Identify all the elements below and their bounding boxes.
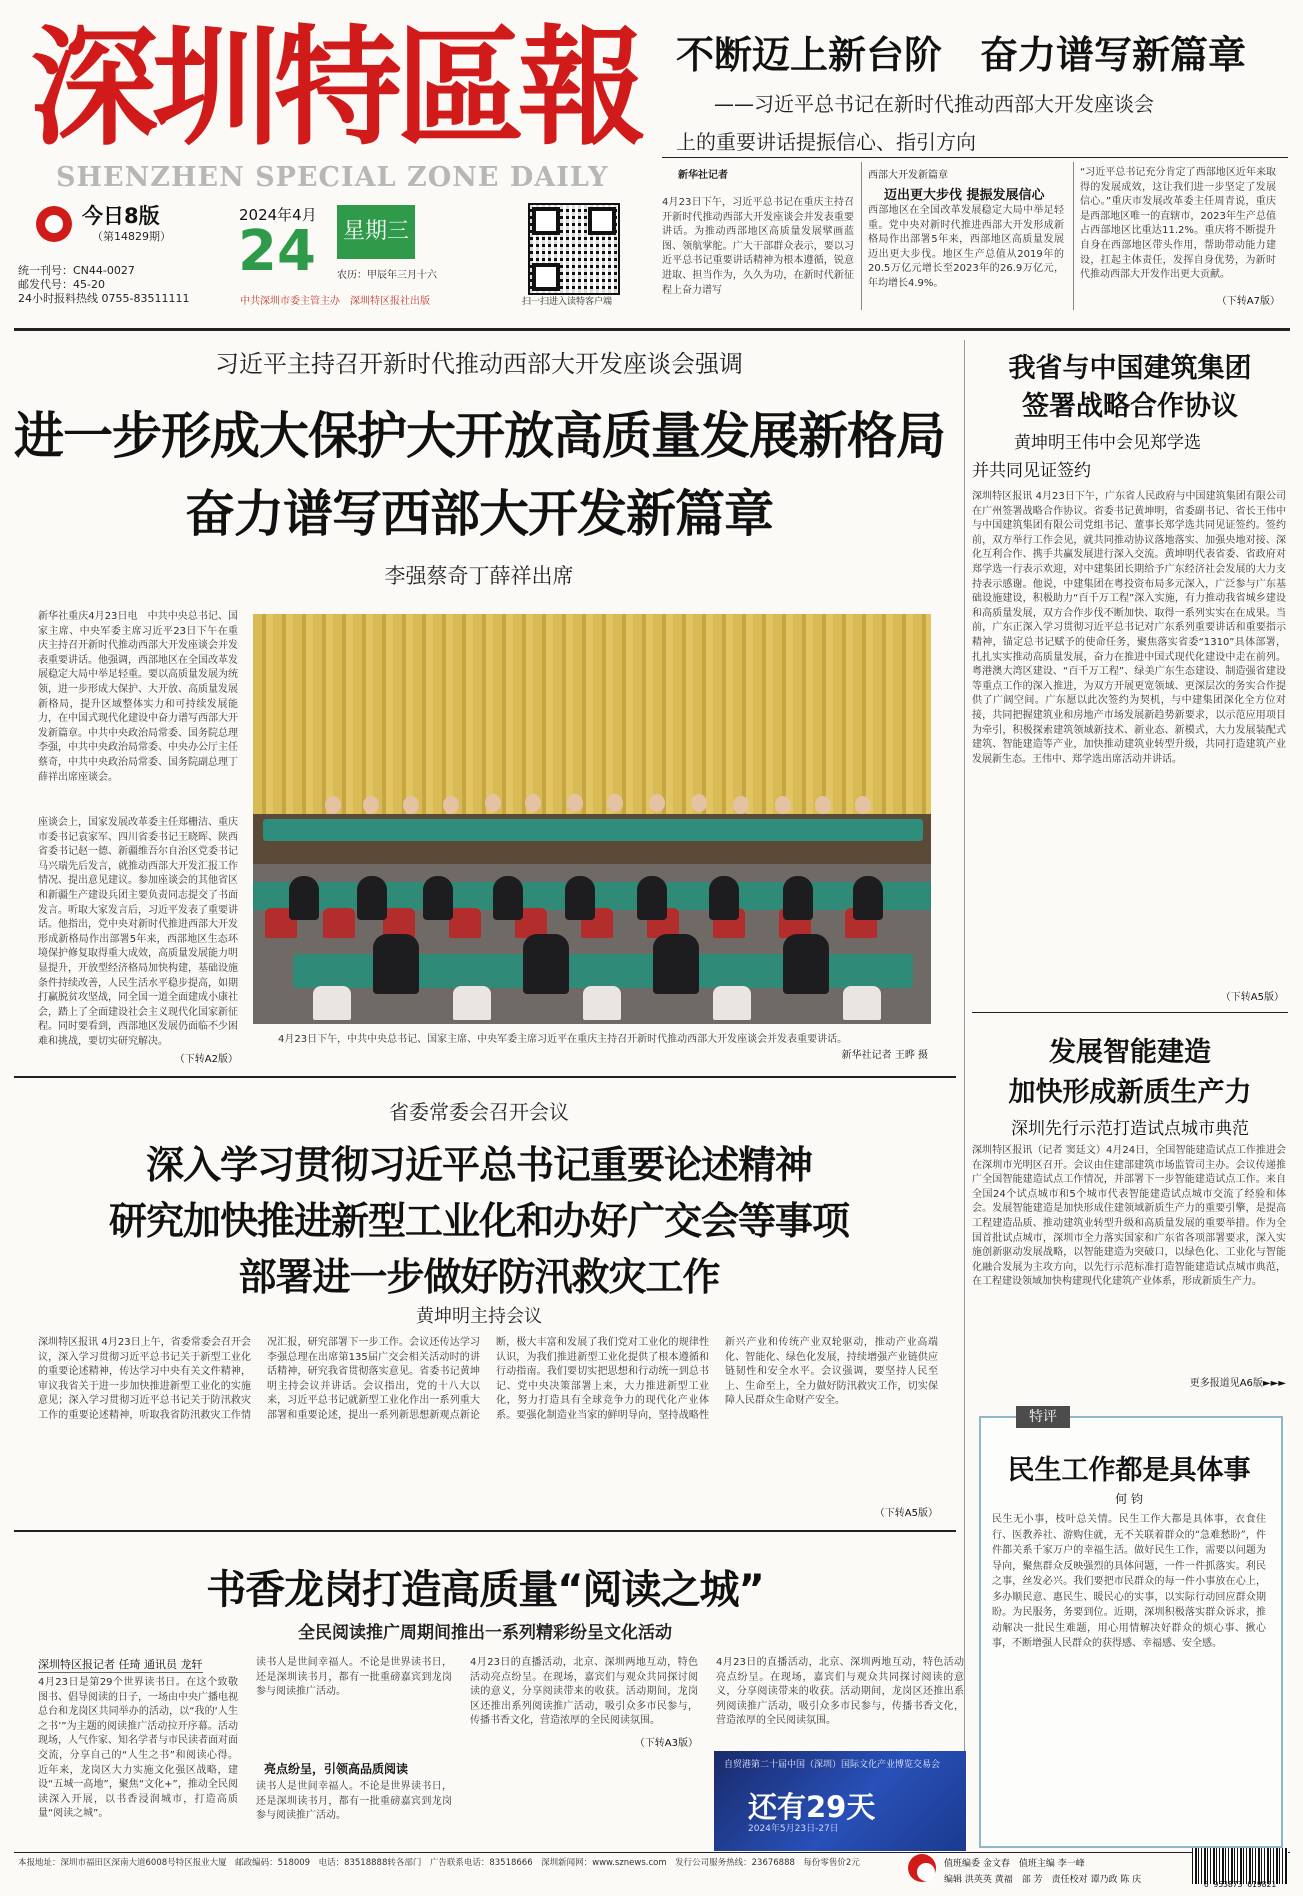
footer-address: 本报地址：深圳市福田区深南大道6008号特区报业大厦 邮政编码：518009 电话：83518888转各部门 广告联系电话：83518666 深圳新闻网：www.sznews.com 发行公司服务热线：23676888 每份零售价2元 (18, 1858, 860, 1868)
side2-headline-2: 加快形成新质生产力 (1008, 1077, 1252, 1108)
masthead-english-name: SHENZHEN SPECIAL ZONE DAILY (56, 162, 609, 193)
editorial-tag: 特评 (1016, 1406, 1070, 1428)
side1-turn: （下转A5版） (1220, 992, 1284, 1003)
barcode-icon (1192, 1848, 1288, 1884)
lead-text-a: 新华社重庆4月23日电 中共中央总书记、国家主席、中央军委主席习近平23日下午在重庆主持召开新时代推动西部大开发座谈会并发表重要讲话。他强调，西部地区在全国改革发展稳定大局中举足轻重。要以高质量发展为统领，进一步形成大保护、大开放、高质量发展新格局，提升区域整体实力和可持续发展能力，在中国式现代化建设中奋力谱写西部大开发新篇章。中共中央政治局常委、国务院总理李强，中共中央政治局常委、中央办公厅主任蔡奇，中共中央政治局常委、国务院副总理丁薛祥出席座谈会。 (38, 611, 238, 783)
bottom-text-col1: 4月23日是第29个世界读书日。在这个致敬图书、倡导阅读的日子，一场由中央广播电视总台和龙岗区共同举办的活动，以“我的‘人生之书’”为主题的阅读推广活动拉开序幕。活动现场，人气作家、知名学者与市民读者面对面交流，分享自己的“人生之书”和阅读心得。近年来，龙岗区大力实施文化强区战略，建设“五城一高地”，聚焦“文化+”，推动全民阅读深入开展，以书香浸润城市，打造高质量“阅读之城”。 (38, 1677, 238, 1820)
footer-editors-1: 值班编委 金文春 值班主编 李一峰 (944, 1859, 1085, 1869)
side2-sub: 深圳先行示范打造试点城市典范 (1011, 1119, 1249, 1139)
lead-turn: （下转A2版） (174, 1054, 238, 1065)
top-col2-title: 迈出更大步伐 提振发展信心 (884, 188, 1045, 203)
editorial-title: 民生工作都是具体事 (1007, 1455, 1251, 1486)
top-col1-source: 新华社记者 (678, 170, 728, 181)
masthead-logo: 深圳特區報 (30, 13, 641, 163)
mid-headline-1: 深入学习贯彻习近平总书记重要论述精神 (145, 1143, 812, 1187)
news-hotline: 24小时报料热线 0755-83511111 (18, 292, 190, 305)
mid-text: 深圳特区报讯 4月23日上午，省委常委会召开会议，深入学习贯彻习近平总书记关于新型工业化的重要论述精神，传达学习中央有关文件精神，审议我省关于进一步加快推进新型工业化的实施意见；深入学习贯彻习近平总书记关于防汛救灾工作的重要论述精神，听取我省防汛救灾工作情况汇报，研究部署下一步工作。会议还传达学习李强总理在出席第135届广交会相关活动时的讲话精神，研究我省贯彻落实意见。省委书记黄坤明主持会议并讲话。会议指出，党的十八大以来，习近平总书记就新型工业化作出一系列重大部署和重要论述，提出一系列新思想新观点新论断，极大丰富和发展了我们党对工业化的规律性认识，为我们推进新型工业化提供了根本遵循和行动指南。我们要切实把思想和行动统一到总书记、党中央决策部署上来，大力推进新型工业化，努力打造具有全球竞争力的现代化产业体系。要强化制造业当家的鲜明导向，坚持战略性新兴产业和传统产业双轮驱动，推动产业高端化、智能化、绿色化发展，持续增强产业链供应链韧性和安全水平。会议强调，要坚持人民至上、生命至上，全力做好防汛救灾工作，切实保障人民群众生命财产安全。 (38, 1337, 938, 1421)
mid-headline-2: 研究加快推进新型工业化和办好广交会等事项 (108, 1199, 849, 1243)
qr-caption: 扫一扫进入读特客户端 (522, 297, 613, 307)
qr-code-icon[interactable] (528, 203, 620, 295)
editorial-author: 何 钧 (1115, 1492, 1143, 1506)
editorial-text: 民生无小事，枝叶总关情。民生工作大都是具体事，衣食住行、医教养社、游购住就，无不关联着群众的“急难愁盼”，件件都关系千家万户的幸福生活。做好民生工作，需要以问题为导向，聚焦群众反映强烈的具体问题，一件一件抓落实。利民之事，丝发必兴。我们要把市民群众的每一件小事放在心上，多办顺民意、惠民生、暖民心的实事，以实际行动回应群众期盼。为民服务，务要到位。近期，深圳积极落实群众诉求，推动解决一批民生难题，用心用情解决好群众的烦心事、揪心事，不断增强人民群众的获得感、幸福感、安全感。 (992, 1514, 1266, 1649)
top-story-subtitle-2: 上的重要讲话提振信心、指引方向 (676, 130, 976, 154)
ad-countdown: 还有29天 (748, 1790, 876, 1824)
lead-headline-2: 奋力谱写西部大开发新篇章 (185, 485, 773, 543)
top-col1-text: 4月23日下午，习近平总书记在重庆主持召开新时代推动西部大开发座谈会并发表重要讲话。为推动西部地区高质量发展擘画蓝图、领航掌舵。广大干部群众表示，要以习近平总书记重要讲话精神为根本遵循，锐意进取、担当作为，久久为功，在新时代新征程上奋力谱写 (662, 197, 854, 296)
side2-text: 深圳特区报讯（记者 窦廷文）4月24日，全国智能建造试点工作推进会在深圳市光明区召开。会议由住建部建筑市场监管司主办。会议传递推广全国智能建造试点工作情况，并部署下一步智能建造试点工作。来自全国24个试点城市和5个城市代表智能建造试点城市交流了经验和体会。发展智能建造是加快形成住建领域新质生产力的重要引擎，是提高工程建造品质、推动建筑业转型升级和高质量发展的重要举措。作为全国首批试点城市，深圳市全力落实国家和广东省各项部署要求，深入实施创新驱动发展战略，以智能建造为突破口，以绿色化、工业化与智能化融合发展为主攻方向，以先行示范标准打造智能建造试点城市典范，在工程建设领域加快构建现代化建筑产业体系，形成新质生产力。 (972, 1145, 1286, 1288)
side1-headline-2: 签署战略合作协议 (1022, 391, 1238, 422)
bottom-sub: 全民阅读推广周期间推出一系列精彩纷呈文化活动 (298, 1623, 672, 1643)
lead-headline-1: 进一步形成大保护大开放高质量发展新格局 (14, 407, 945, 465)
side1-text: 深圳特区报讯 4月23日下午，广东省人民政府与中国建筑集团有限公司在广州签署战略合作协议。省委书记黄坤明，省委副书记、省长王伟中与中国建筑集团有限公司党组书记、董事长郑学选共同见证签约。签约前，双方举行工作会见，就共同推动协议落地落实、加强央地对接、深化互利合作、携手共赢发展进行深入交流。黄坤明代表省委、省政府对郑学选一行表示欢迎，对中建集团长期给予广东经济社会发展的大力支持表示感谢。他说，中建集团在粤投资布局多元深入，广泛参与广东基础设施建设，积极助力“百千万工程”深入实施，有力推动我省城乡建设和高质量发展，双方合作步伐不断加快、取得一系列实实在在成果。当前，广东正深入学习贯彻习近平总书记对广东系列重要讲话和重要指示精神，锚定总书记赋予的使命任务，聚焦落实省委“1310”具体部署，扎扎实实推动高质量发展，奋力在推进中国式现代化建设中走在前列。粤港澳大湾区建设、“百千万工程”、绿美广东生态建设、制造强省建设等重点工作的深入推进，为双方开展更宽领域、更深层次的务实合作提供了广阔空间。广东愿以此次签约为契机，与中建集团深化全方位对接，共同把握建筑业和房地产市场发展新趋势新要求，以示范应用项目为牵引，积极探索建筑领域新技术、新业态、新模式，大力发展装配式建筑、智能建造等产业，加快推动建筑业转型升级，共同打造建筑产业发展新生态。王伟中、郑学选出席活动并讲话。 (972, 491, 1286, 765)
meeting-photo (253, 614, 931, 1024)
lead-kicker: 习近平主持召开新时代推动西部大开发座谈会强调 (215, 350, 743, 378)
side1-sub-1: 黄坤明王伟中会见郑学选 (1014, 433, 1201, 453)
side2-more: 更多报道见A6版►►► (1189, 1378, 1286, 1389)
edition-count: 今日8版 (82, 204, 160, 228)
mid-turn: （下转A5版） (874, 1508, 938, 1519)
date-day: 24 (238, 219, 316, 284)
ad-event-name: 自贸港第二十届中国（深圳）国际文化产业博览交易会 (724, 1760, 941, 1770)
weekday-badge: 星期三 (337, 205, 415, 259)
top-col3-turn: （下转A7版） (1216, 296, 1280, 307)
bottom-subhead: 亮点纷呈，引领高品质阅读 (264, 1762, 409, 1776)
lead-attendance: 李强蔡奇丁薛祥出席 (384, 564, 574, 588)
postal-code: 邮发代号：45-20 (18, 278, 105, 291)
bottom-headline: 书香龙岗打造高质量“阅读之城” (206, 1567, 764, 1613)
newspaper-emblem-icon (36, 206, 72, 242)
top-col3-text: “习近平总书记充分肯定了西部地区近年来取得的发展成效，这让我们进一步坚定了发展信心。”重庆市发展改革委主任周青说，重庆是西部地区唯一的直辖市，2023年生产总值占西部地区比重达11.2%。重庆将不断提升自身在西部地区带头作用，帮助带动能力建设，扛起主体责任，发挥自身优势，为新时代推动西部大开发作出更大贡献。 (1080, 167, 1276, 281)
expo-ad-banner[interactable] (714, 1751, 966, 1851)
top-col2-text: 西部地区在全国改革发展稳定大局中举足轻重。党中央对新时代推进西部大开发形成新格局作出部署5年来，西部地区高质量发展迈出更大步伐。地区生产总值从2019年的20.5万亿元增长至2023年的26.9万亿元，年均增长4.9%。 (868, 205, 1064, 289)
side2-headline-1: 发展智能建造 (1049, 1037, 1211, 1068)
ad-dates: 2024年5月23日-27日 (748, 1824, 839, 1834)
bottom-text-col4: 4月23日的直播活动，北京、深圳两地互动，特色活动亮点纷呈。在现场，嘉宾们与观众共同探讨阅读的意义，分享阅读带来的收获。活动期间，龙岗区还推出系列阅读推广活动，吸引众多市民参与，传播书香文化，营造浓厚的全民阅读氛围。 (716, 1657, 964, 1727)
top-story-subtitle-1: ——习近平总书记在新时代推动西部大开发座谈会 (714, 92, 1154, 116)
top-story-headline: 不断迈上新台阶 奋力谱写新篇章 (676, 33, 1247, 77)
footer-editors-2: 编辑 洪英英 黄福 部 芳 责任校对 谭乃政 陈 庆 (944, 1875, 1142, 1885)
side1-headline-1: 我省与中国建筑集团 (1008, 353, 1252, 384)
issue-number: （第14829期） (92, 230, 171, 243)
bottom-byline: 深圳特区报记者 任琦 通讯员 龙轩 (38, 1658, 203, 1671)
lead-text-b: 座谈会上，国家发展改革委主任郑栅洁、重庆市委书记袁家军、四川省委书记王晓晖、陕西省委书记赵一德、新疆维吾尔自治区党委书记马兴瑞先后发言，就推动西部大开发汇报工作情况、提出意见建议。参加座谈会的其他省区和新疆生产建设兵团主要负责同志提交了书面发言。听取大家发言后，习近平发表了重要讲话。他指出，党中央对新时代推进西部大开发形成新格局作出部署5年来，西部地区生态环境保护修复取得重大成效，高质量发展能力明显提升，开放型经济格局加快构建，基础设施条件持续改善，人民生活水平稳步提高，如期打赢脱贫攻坚战，同全国一道全面建成小康社会，踏上了全面建设社会主义现代化国家新征程。同时要看到，西部地区发展仍面临不少困难和挑战，要切实研究解决。 (38, 817, 238, 1047)
photo-caption: 4月23日下午，中共中央总书记、国家主席、中央军委主席习近平在重庆主持召开新时代推动西部大开发座谈会并发表重要讲话。 (278, 1034, 848, 1045)
bottom-turn: （下转A3版） (634, 1738, 698, 1749)
mid-headline-3: 部署进一步做好防汛救灾工作 (238, 1255, 720, 1299)
top-col2-kicker: 西部大开发新篇章 (868, 170, 948, 181)
mid-kicker: 省委常委会召开会议 (389, 1100, 569, 1124)
date-year-month: 2024年4月 (239, 206, 317, 224)
serial-number: 统一刊号：CN44-0027 (18, 264, 135, 277)
photo-credit: 新华社记者 王晔 摄 (841, 1050, 928, 1061)
mid-sub: 黄坤明主持会议 (416, 1306, 542, 1327)
lunar-date: 农历：甲辰年三月十六 (337, 270, 437, 281)
sponsor-line: 中共深圳市委主管主办 深圳特区报社出版 (240, 296, 430, 307)
bottom-text-col2: 读书人是世间幸福人。不论是世界读书日，还是深圳读书月，都有一批重磅嘉宾到龙岗参与阅读推广活动。 (256, 1657, 452, 1698)
bottom-text-col2b: 读书人是世间幸福人。不论是世界读书日，还是深圳读书月，都有一批重磅嘉宾到龙岗参与阅读推广活动。 (256, 1781, 452, 1822)
footer-emblem-icon (908, 1854, 936, 1882)
side1-sub-2: 并共同见证签约 (972, 461, 1091, 481)
barcode-number: 6 953873 619821 (1203, 1880, 1277, 1889)
bottom-text-col3: 4月23日的直播活动，北京、深圳两地互动，特色活动亮点纷呈。在现场，嘉宾们与观众共同探讨阅读的意义，分享阅读带来的收获。活动期间，龙岗区还推出系列阅读推广活动，吸引众多市民参与，传播书香文化，营造浓厚的全民阅读氛围。 (470, 1657, 698, 1727)
